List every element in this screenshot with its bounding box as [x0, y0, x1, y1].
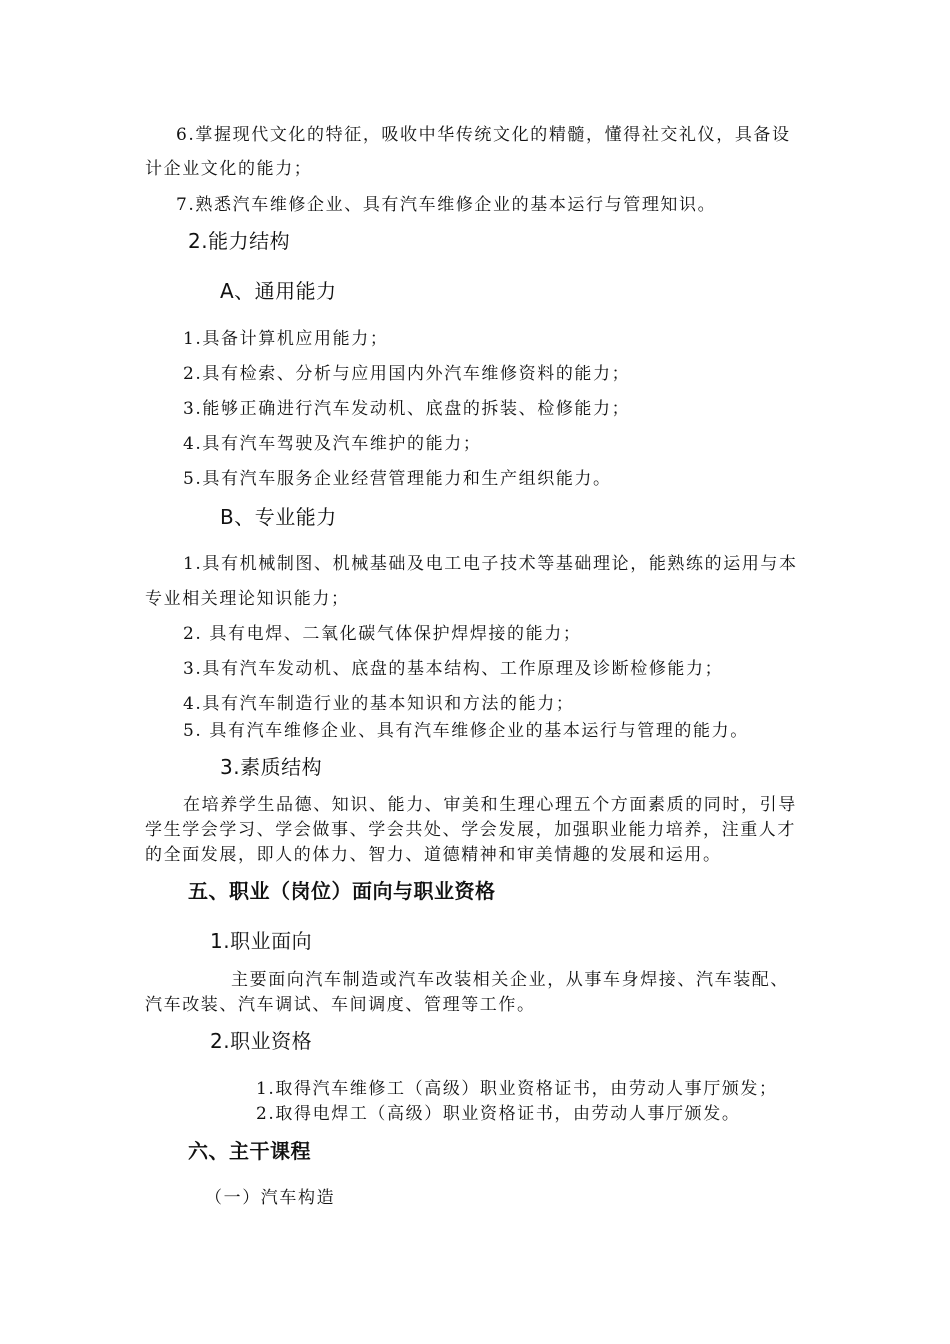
general-ability-item-2: 2.具有检索、分析与应用国内外汽车维修资料的能力； [183, 364, 631, 384]
general-ability-item-5: 5.具有汽车服务企业经营管理能力和生产组织能力。 [183, 469, 612, 489]
professional-ability-item-5: 5. 具有汽车维修企业、具有汽车维修企业的基本运行与管理的能力。 [183, 721, 749, 741]
general-ability-heading: A、通用能力 [220, 279, 337, 303]
general-ability-item-1: 1.具备计算机应用能力； [183, 329, 389, 349]
professional-ability-item-1-line-1: 1.具有机械制图、机械基础及电工电子技术等基础理论，能熟练的运用与本 [183, 554, 798, 574]
quality-line-1: 在培养学生品德、知识、能力、审美和生理心理五个方面素质的同时，引导 [183, 795, 797, 815]
general-ability-item-4: 4.具有汽车驾驶及汽车维护的能力； [183, 434, 482, 454]
professional-ability-item-4: 4.具有汽车制造行业的基本知识和方法的能力； [183, 694, 575, 714]
knowledge-item-6-line-2: 计企业文化的能力； [145, 159, 313, 179]
knowledge-item-6-line-1: 6.掌握现代文化的特征，吸收中华传统文化的精髓，懂得社交礼仪，具备设 [176, 125, 791, 145]
general-ability-item-3: 3.能够正确进行汽车发动机、底盘的拆装、检修能力； [183, 399, 631, 419]
ability-structure-heading: 2.能力结构 [188, 229, 291, 253]
professional-ability-item-1-line-2: 专业相关理论知识能力； [145, 589, 350, 609]
qualification-item-1: 1.取得汽车维修工（高级）职业资格证书，由劳动人事厅颁发； [256, 1079, 778, 1099]
course-item-1: （一）汽车构造 [205, 1188, 336, 1208]
career-orientation-line-2: 汽车改装、汽车调试、车间调度、管理等工作。 [145, 995, 536, 1015]
qualification-item-2: 2.取得电焊工（高级）职业资格证书，由劳动人事厅颁发。 [256, 1104, 741, 1124]
quality-line-3: 的全面发展，即人的体力、智力、道德精神和审美情趣的发展和运用。 [145, 845, 722, 865]
career-orientation-heading: 1.职业面向 [210, 929, 313, 953]
professional-ability-item-3: 3.具有汽车发动机、底盘的基本结构、工作原理及诊断检修能力； [183, 659, 724, 679]
qualification-heading: 2.职业资格 [210, 1029, 313, 1053]
quality-structure-heading: 3.素质结构 [220, 755, 323, 779]
quality-line-2: 学生学会学习、学会做事、学会共处、学会发展，加强职业能力培养，注重人才 [145, 820, 796, 840]
knowledge-item-7: 7.熟悉汽车维修企业、具有汽车维修企业的基本运行与管理知识。 [176, 195, 717, 215]
professional-ability-item-2: 2. 具有电焊、二氧化碳气体保护焊焊接的能力； [183, 624, 582, 644]
section-5-heading: 五、职业（岗位）面向与职业资格 [188, 879, 496, 903]
career-orientation-line-1: 主要面向汽车制造或汽车改装相关企业，从事车身焊接、汽车装配、 [231, 970, 789, 990]
professional-ability-heading: B、专业能力 [220, 505, 337, 529]
section-6-heading: 六、主干课程 [188, 1139, 311, 1163]
